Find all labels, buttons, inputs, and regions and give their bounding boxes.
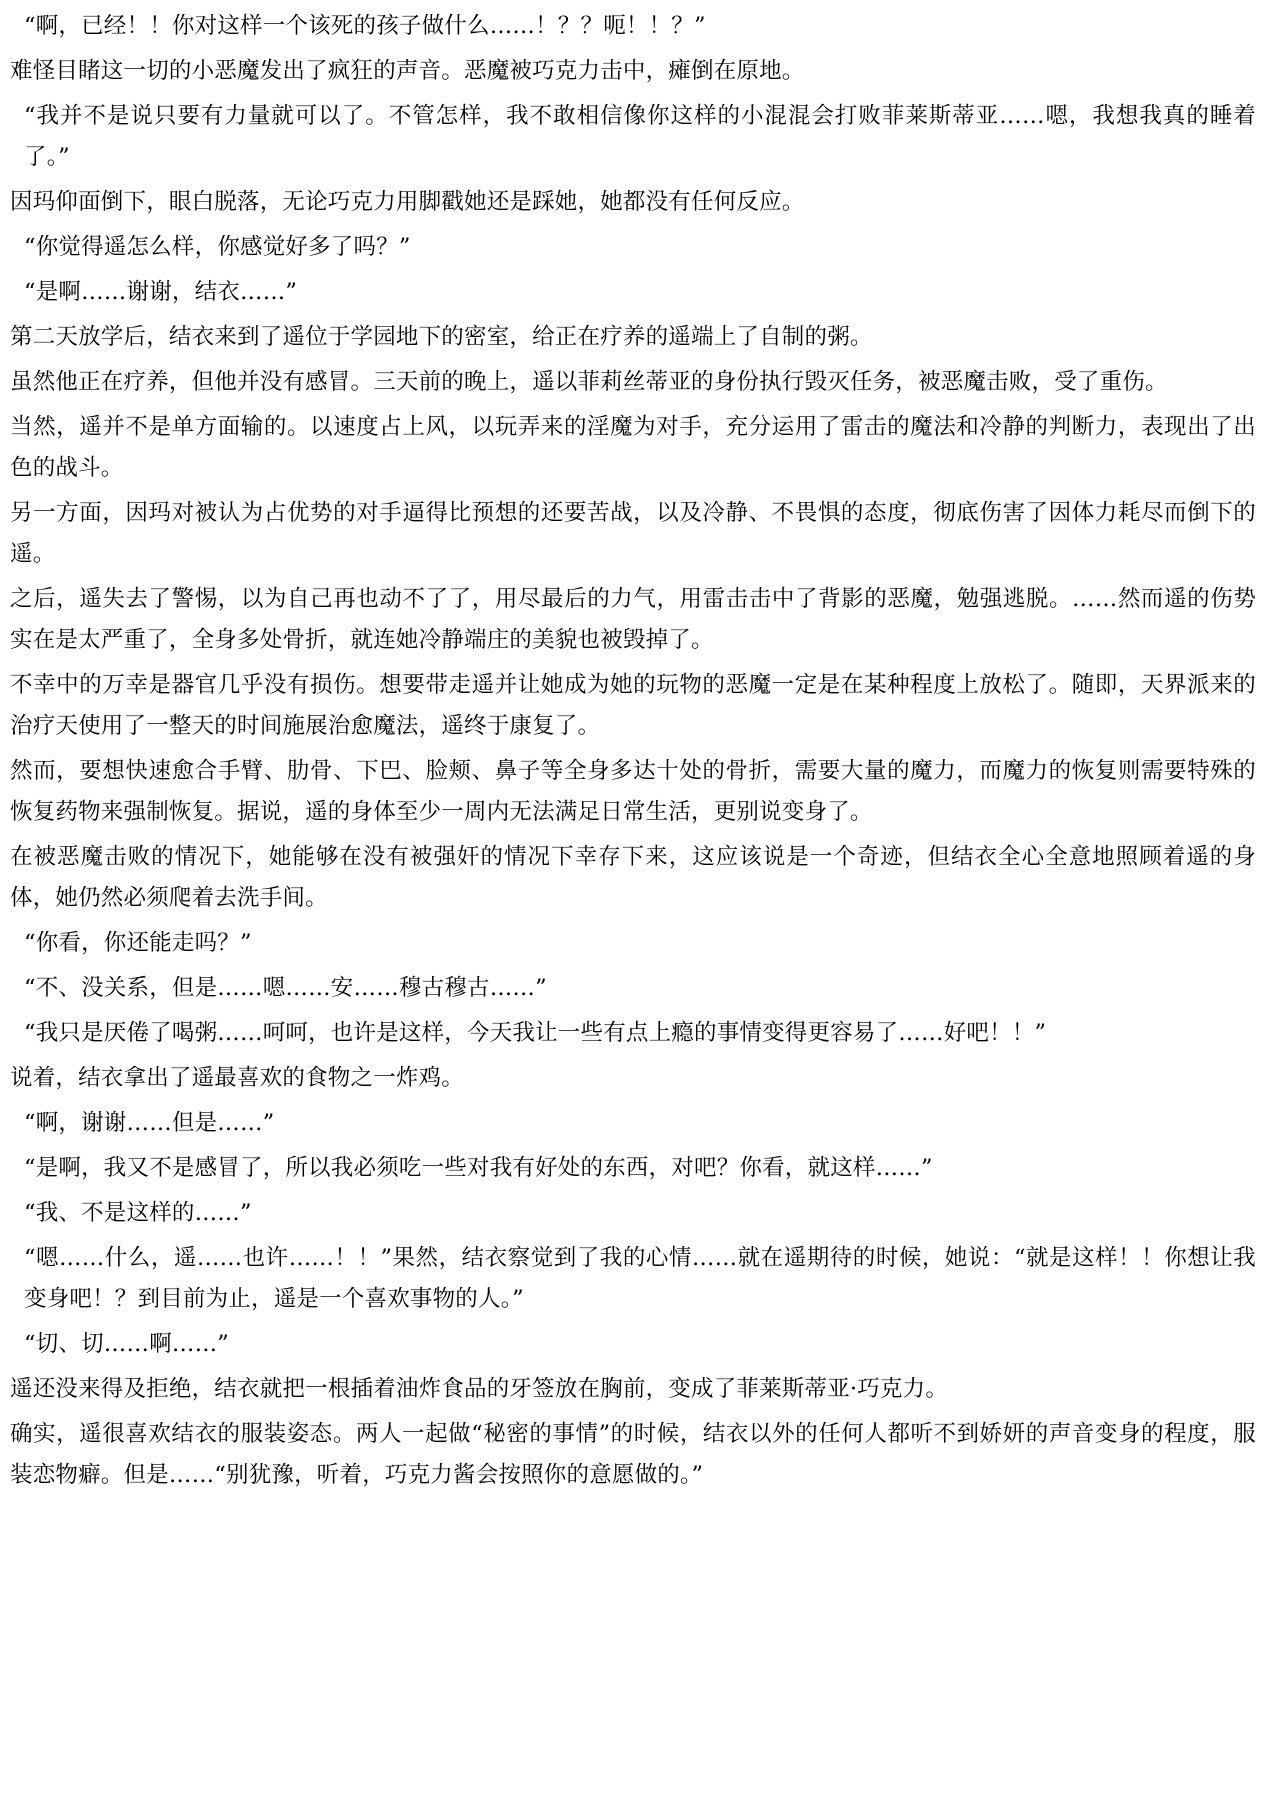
paragraph: “嗯……什么，遥……也许……！！”果然，结衣察觉到了我的心情……就在遥期待的时候，她说：“就是这样！！你想让我变身吧！？到目前为止，遥是一个喜欢事物的人。” (24, 1245, 1256, 1312)
paragraph: “我并不是说只要有力量就可以了。不管怎样，我不敢相信像你这样的小混混会打败菲莱斯蒂亚……嗯，我想我真的睡着了。” (24, 103, 1256, 170)
paragraph: 在被恶魔击败的情况下，她能够在没有被强奸的情况下幸存下来，这应该说是一个奇迹，但结衣全心全意地照顾着遥的身体，她仍然必须爬着去洗手间。 (10, 844, 1256, 911)
paragraph: 确实，遥很喜欢结衣的服装姿态。两人一起做“秘密的事情”的时候，结衣以外的任何人都听不到娇妍的声音变身的程度，服装恋物癖。但是……“别犹豫，听着，巧克力酱会按照你的意愿做的。” (10, 1421, 1256, 1488)
paragraph: 虽然他正在疗养，但他并没有感冒。三天前的晚上，遥以菲莉丝蒂亚的身份执行毁灭任务，被恶魔击败，受了重伤。 (10, 369, 1168, 395)
paragraph: 不幸中的万幸是器官几乎没有损伤。想要带走遥并让她成为她的玩物的恶魔一定是在某种程度上放松了。随即，天界派来的治疗天使用了一整天的时间施展治愈魔法，遥终于康复了。 (10, 672, 1256, 739)
paragraph: “啊，谢谢……但是……” (24, 1110, 275, 1136)
paragraph: “啊，已经！！你对这样一个该死的孩子做什么……！？？呃！！？” (24, 13, 706, 39)
paragraph: 然而，要想快速愈合手臂、肋骨、下巴、脸颊、鼻子等全身多达十处的骨折，需要大量的魔力，而魔力的恢复则需要特殊的恢复药物来强制恢复。据说，遥的身体至少一周内无法满足日常生活，更别说变身了。 (10, 758, 1256, 825)
paragraph: 第二天放学后，结衣来到了遥位于学园地下的密室，给正在疗养的遥端上了自制的粥。 (10, 324, 873, 350)
paragraph: “不、没关系，但是……嗯……安……穆古穆古……” (24, 975, 547, 1001)
paragraph: “是啊……谢谢，结衣……” (24, 279, 298, 305)
paragraph: “你觉得遥怎么样，你感觉好多了吗？” (24, 234, 411, 260)
paragraph: 遥还没来得及拒绝，结衣就把一根插着油炸食品的牙签放在胸前，变成了菲莱斯蒂亚·巧克力。 (10, 1376, 949, 1402)
paragraph: 之后，遥失去了警惕，以为自己再也动不了了，用尽最后的力气，用雷击击中了背影的恶魔，勉强逃脱。……然而遥的伤势实在是太严重了，全身多处骨折，就连她冷静端庄的美貌也被毁掉了。 (10, 586, 1256, 653)
paragraph: 因玛仰面倒下，眼白脱落，无论巧克力用脚戳她还是踩她，她都没有任何反应。 (10, 189, 805, 215)
paragraph: 当然，遥并不是单方面输的。以速度占上风，以玩弄来的淫魔为对手，充分运用了雷击的魔法和冷静的判断力，表现出了出色的战斗。 (10, 414, 1256, 481)
paragraph: 另一方面，因玛对被认为占优势的对手逼得比预想的还要苦战，以及冷静、不畏惧的态度，彻底伤害了因体力耗尽而倒下的遥。 (10, 500, 1256, 567)
paragraph: 难怪目睹这一切的小恶魔发出了疯狂的声音。恶魔被巧克力击中，瘫倒在原地。 (10, 58, 805, 84)
paragraph: “你看，你还能走吗？” (24, 930, 252, 956)
paragraph: “切、切……啊……” (24, 1331, 230, 1357)
paragraph: “我、不是这样的……” (24, 1200, 252, 1226)
paragraph: “是啊，我又不是感冒了，所以我必须吃一些对我有好处的东西，对吧？你看，就这样……” (24, 1155, 933, 1181)
paragraph: 说着，结衣拿出了遥最喜欢的食物之一炸鸡。 (10, 1065, 465, 1091)
paragraph: “我只是厌倦了喝粥……呵呵，也许是这样，今天我让一些有点上瘾的事情变得更容易了……好吧！！” (24, 1020, 1047, 1046)
